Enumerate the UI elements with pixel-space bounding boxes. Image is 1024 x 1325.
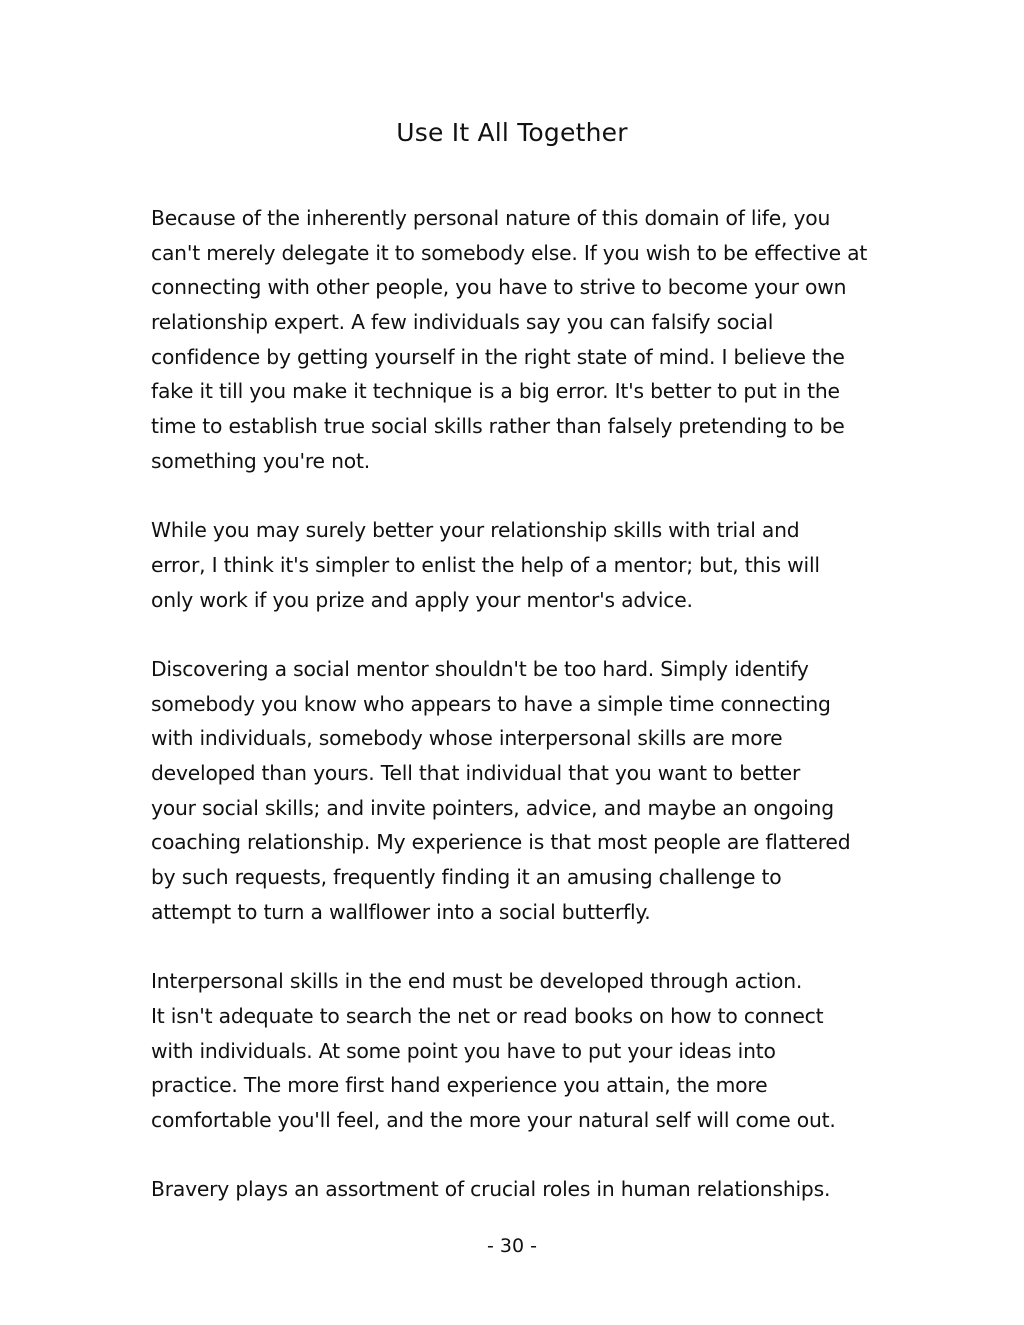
- paragraph: [151, 1172, 881, 1207]
- text-line: by such requests, frequently finding it an amusing challenge to: [151, 865, 782, 890]
- text-line: with individuals, somebody whose interpersonal skills are more: [151, 726, 783, 751]
- text-line: Interpersonal skills in the end must be developed through action.: [151, 969, 803, 994]
- text-line: confidence by getting yourself in the right state of mind. I believe the: [151, 344, 845, 369]
- body-text: [151, 201, 881, 1207]
- paragraph: [151, 201, 881, 479]
- text-line: relationship expert. A few individuals say you can falsify social: [151, 310, 774, 335]
- text-line: somebody you know who appears to have a simple time connecting: [151, 691, 831, 716]
- text-line: While you may surely better your relationship skills with trial and: [151, 518, 800, 543]
- paragraph: [151, 964, 881, 1137]
- text-line: practice. The more first hand experience you attain, the more: [151, 1073, 768, 1098]
- text-line: with individuals. At some point you have to put your ideas into: [151, 1038, 776, 1063]
- page-title: Use It All Together: [396, 118, 628, 147]
- text-line: Bravery plays an assortment of crucial roles in human relationships.: [151, 1177, 831, 1202]
- text-line: your social skills; and invite pointers, advice, and maybe an ongoing: [151, 795, 834, 820]
- paragraph: [151, 513, 881, 617]
- text-line: fake it till you make it technique is a big error. It's better to put in the: [151, 379, 840, 404]
- text-line: something you're not.: [151, 448, 370, 473]
- text-line: can't merely delegate it to somebody else. If you wish to be effective at: [151, 240, 868, 265]
- text-line: attempt to turn a wallflower into a social butterfly.: [151, 899, 651, 924]
- text-line: coaching relationship. My experience is that most people are flattered: [151, 830, 851, 855]
- text-line: developed than yours. Tell that individual that you want to better: [151, 761, 801, 785]
- text-line: connecting with other people, you have to strive to become your own: [151, 275, 847, 300]
- text-line: only work if you prize and apply your mentor's advice.: [151, 587, 693, 612]
- text-line: It isn't adequate to search the net or read books on how to connect: [151, 1003, 824, 1028]
- paragraph: [151, 652, 881, 930]
- page-number: - 30 -: [487, 1235, 537, 1257]
- text-line: comfortable you'll feel, and the more your natural self will come out.: [151, 1107, 836, 1132]
- text-line: Because of the inherently personal nature of this domain of life, you: [151, 206, 831, 230]
- text-line: Discovering a social mentor shouldn't be too hard. Simply identify: [151, 656, 809, 681]
- text-line: error, I think it's simpler to enlist the help of a mentor; but, this will: [151, 552, 820, 577]
- text-line: time to establish true social skills rather than falsely pretending to be: [151, 414, 845, 439]
